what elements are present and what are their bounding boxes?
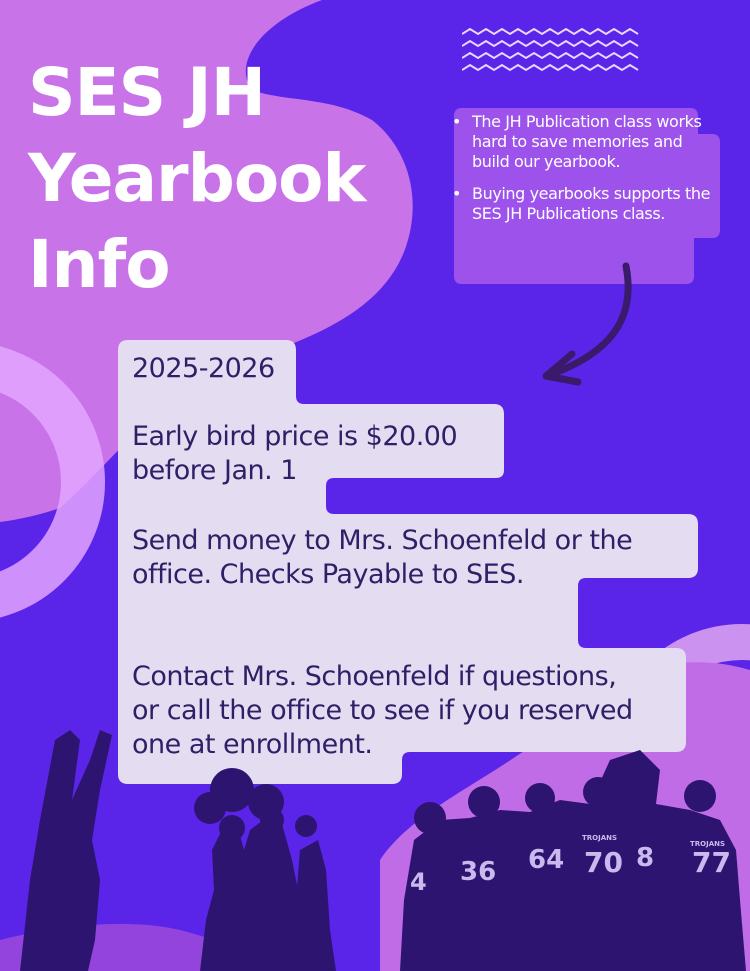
player-head [414, 802, 446, 834]
silhouettes-illustration [0, 700, 750, 971]
title-line-3: Info [28, 226, 170, 303]
title-line-1: SES JH [28, 54, 265, 131]
school-year: 2025-2026 [132, 353, 275, 384]
jersey-team-text: TROJANS [690, 840, 726, 848]
bullet-item [452, 184, 722, 224]
early-bird-line-2: before Jan. 1 [132, 455, 297, 486]
bullet-dot: • [452, 184, 462, 203]
title-line-2: Yearbook [28, 140, 366, 217]
jersey-number: 4 [410, 868, 427, 896]
jersey-number: 36 [460, 857, 497, 887]
jersey-number: 77 [692, 846, 731, 879]
bullet-text: The JH Publication class works hard to save memories and build our yearbook. [472, 112, 702, 171]
player-head [583, 777, 613, 807]
player-head [525, 783, 555, 813]
jersey-team-text: TROJANS [582, 834, 618, 842]
jersey-number: 70 [584, 846, 623, 879]
contact-line-3: one at enrollment. [132, 729, 373, 760]
contact-line-1: Contact Mrs. Schoenfeld if questions, [132, 661, 617, 692]
bullet-item [452, 112, 722, 172]
player-head [684, 780, 716, 812]
cheerleader-head [295, 815, 317, 837]
bullet-list [452, 112, 722, 236]
player-head [468, 786, 500, 818]
zigzag-lines-icon [462, 28, 640, 74]
send-money-line-2: office. Checks Payable to SES. [132, 559, 524, 590]
pompom [194, 792, 226, 824]
jersey-number: 8 [636, 843, 655, 873]
bullet-dot: • [452, 112, 462, 131]
contact-line-2: or call the office to see if you reserved [132, 695, 633, 726]
bullet-text: Buying yearbooks supports the SES JH Publications class. [472, 184, 711, 223]
send-money-line-1: Send money to Mrs. Schoenfeld or the [132, 525, 633, 556]
cheerleader-head [260, 808, 284, 832]
cheerleader-head [219, 815, 245, 841]
cheerleader-silhouette [290, 840, 336, 971]
jersey-number: 64 [528, 845, 565, 875]
early-bird-line-1: Early bird price is $20.00 [132, 421, 458, 452]
page-title [28, 50, 365, 308]
cheerleader-head [54, 824, 86, 856]
